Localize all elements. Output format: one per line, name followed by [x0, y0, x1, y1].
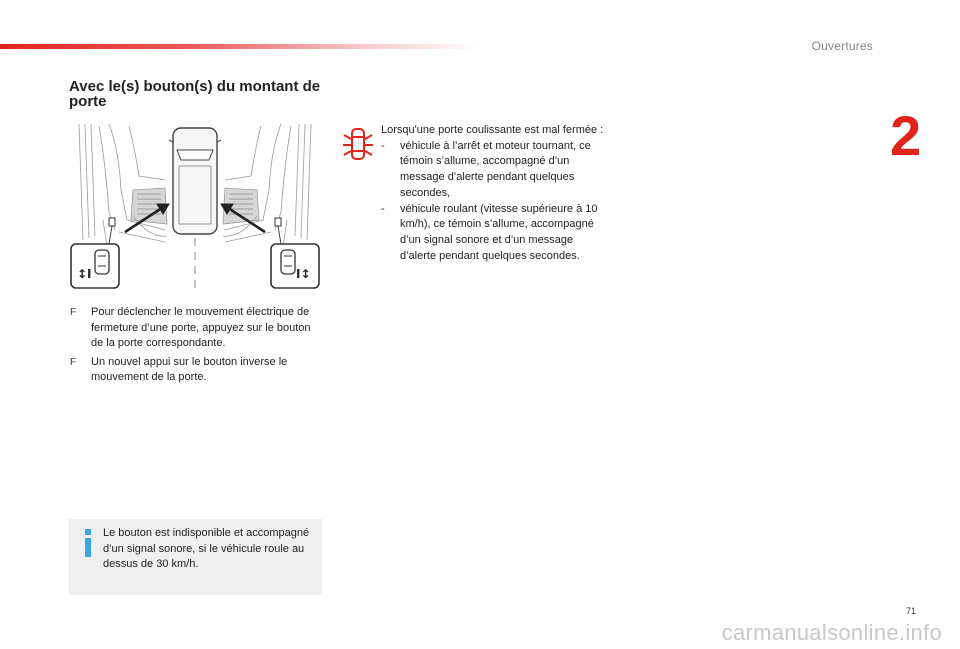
warning-text	[381, 123, 611, 264]
chapter-number: 2	[890, 104, 922, 167]
instruction-text: Pour déclencher le mouvement électrique de fermeture d’une porte, appuyez sur le bouton de la porte correspondante.	[91, 306, 311, 349]
page-number: 71	[906, 606, 917, 616]
list-item	[381, 139, 611, 202]
list-item	[69, 305, 324, 352]
warning-item-text: véhicule roulant (vitesse supérieure à 10 km/h), ce témoin s’allume, accompagné d’un signal sonore et d’un message d’alerte pendant quelques secondes.	[400, 202, 598, 262]
info-icon	[81, 529, 95, 557]
dash-marker: -	[381, 139, 385, 152]
warning-intro: Lorsqu'une porte coulissante est mal fermée :	[381, 124, 604, 136]
open-door-warning-icon	[341, 125, 375, 163]
left-button-symbol: ↕I	[77, 267, 92, 281]
list-item	[69, 355, 324, 386]
right-button-symbol: I↕	[296, 267, 311, 281]
section-name: Ouvertures	[811, 39, 873, 53]
info-box	[69, 519, 322, 595]
list-item	[381, 202, 611, 265]
bullet-icon: F	[70, 307, 77, 318]
header-accent-bar	[0, 44, 480, 49]
van-doors-diagram	[69, 120, 321, 290]
watermark: carmanualsonline.info	[721, 620, 942, 645]
warning-item-text: véhicule à l’arrêt et moteur tournant, ce témoin s’allume, accompagné d’un message d’alerte pendant quelques secondes,	[400, 139, 591, 199]
instruction-list	[69, 305, 324, 389]
info-text: Le bouton est indisponible et accompagné d’un signal sonore, si le véhicule roule au dessus de 30 km/h.	[103, 527, 310, 570]
bullet-icon: F	[70, 356, 77, 368]
instruction-text: Un nouvel appui sur le bouton inverse le mouvement de la porte.	[91, 355, 288, 383]
page-heading: Avec le(s) bouton(s) du montant de porte	[69, 78, 321, 110]
door-button-illustration	[69, 120, 321, 290]
dash-marker: -	[381, 202, 385, 215]
